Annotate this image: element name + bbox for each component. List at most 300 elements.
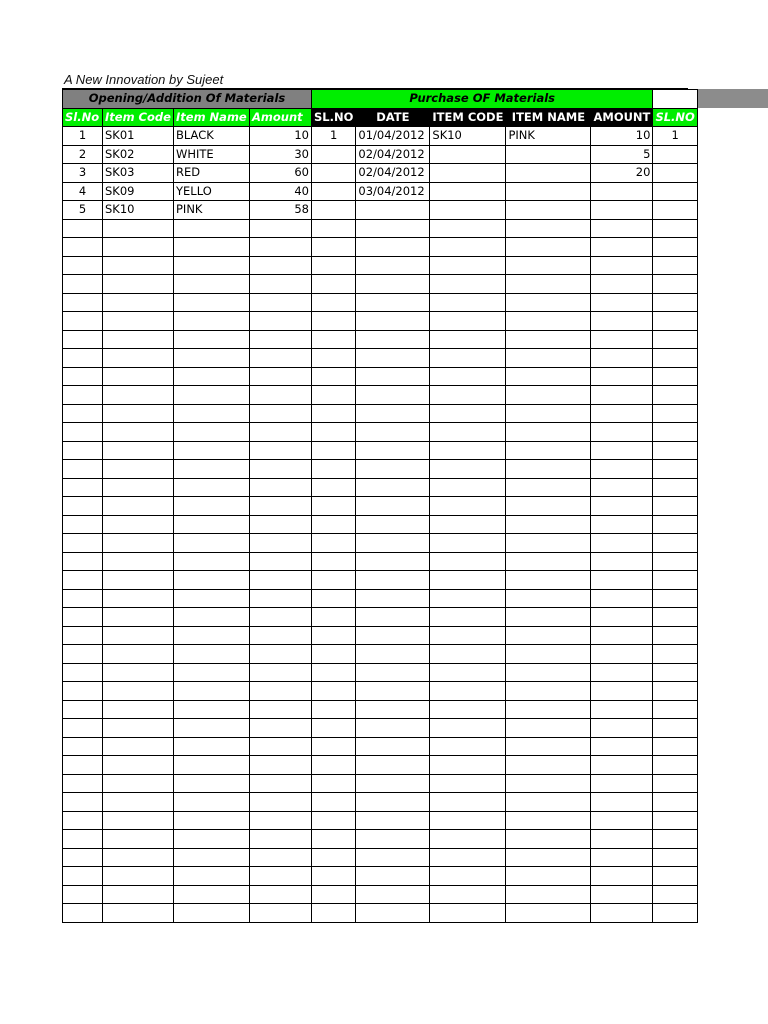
cell-purchase-item-code[interactable] [430,756,506,775]
cell-purchase-item-code[interactable] [430,682,506,701]
cell-opening-slno[interactable] [63,589,103,608]
cell-opening-amount[interactable] [250,349,312,368]
cell-purchase-amount[interactable] [591,774,653,793]
cell-opening-item-name[interactable] [174,737,250,756]
cell-purchase-item-code[interactable] [430,515,506,534]
cell-purchase-date[interactable] [356,645,430,664]
cell-opening-amount[interactable] [250,848,312,867]
cell-opening-item-code[interactable] [103,830,174,849]
cell-purchase-item-code[interactable] [430,460,506,479]
cell-opening-slno[interactable] [63,293,103,312]
cell-purchase-amount[interactable] [591,737,653,756]
cell-opening-amount[interactable] [250,867,312,886]
cell-opening-slno[interactable] [63,830,103,849]
cell-extra-slno[interactable] [653,626,697,645]
cell-opening-amount[interactable] [250,700,312,719]
cell-opening-slno[interactable] [63,663,103,682]
col-purchase-slno[interactable]: SL.NO [312,108,356,127]
cell-opening-amount[interactable] [250,478,312,497]
cell-purchase-amount[interactable] [591,478,653,497]
cell-purchase-slno[interactable] [312,663,356,682]
cell-purchase-item-name[interactable] [506,719,591,738]
cell-extra-slno[interactable] [653,515,697,534]
cell-purchase-amount[interactable] [591,515,653,534]
cell-opening-amount[interactable] [250,830,312,849]
cell-opening-item-name[interactable] [174,460,250,479]
cell-opening-item-code[interactable] [103,811,174,830]
cell-opening-slno[interactable] [63,848,103,867]
cell-purchase-slno[interactable] [312,182,356,201]
cell-extra-slno[interactable] [653,756,697,775]
cell-purchase-amount[interactable] [591,885,653,904]
cell-opening-amount[interactable] [250,756,312,775]
cell-purchase-item-name[interactable] [506,238,591,257]
cell-opening-item-code[interactable] [103,293,174,312]
cell-opening-slno[interactable] [63,367,103,386]
cell-opening-slno[interactable] [63,478,103,497]
cell-purchase-item-code[interactable] [430,608,506,627]
cell-purchase-slno[interactable] [312,700,356,719]
cell-purchase-slno[interactable] [312,312,356,331]
cell-opening-slno[interactable]: 1 [63,127,103,146]
cell-purchase-date[interactable] [356,830,430,849]
cell-purchase-date[interactable] [356,201,430,220]
cell-opening-item-code[interactable] [103,256,174,275]
cell-extra-slno[interactable] [653,423,697,442]
cell-extra-slno[interactable] [653,182,697,201]
cell-purchase-date[interactable] [356,663,430,682]
cell-opening-slno[interactable] [63,793,103,812]
cell-purchase-slno[interactable] [312,145,356,164]
cell-opening-item-code[interactable] [103,571,174,590]
cell-opening-slno[interactable]: 5 [63,201,103,220]
cell-opening-amount[interactable] [250,552,312,571]
cell-purchase-amount[interactable] [591,275,653,294]
cell-opening-item-code[interactable] [103,867,174,886]
cell-purchase-item-name[interactable] [506,145,591,164]
cell-extra-slno[interactable]: 1 [653,127,697,146]
cell-purchase-date[interactable] [356,312,430,331]
cell-purchase-item-code[interactable] [430,700,506,719]
cell-purchase-slno[interactable] [312,737,356,756]
cell-extra-slno[interactable] [653,719,697,738]
cell-purchase-item-name[interactable] [506,312,591,331]
cell-purchase-item-code[interactable] [430,164,506,183]
cell-purchase-date[interactable] [356,367,430,386]
cell-extra-slno[interactable] [653,201,697,220]
cell-purchase-slno[interactable] [312,349,356,368]
cell-opening-item-name[interactable] [174,534,250,553]
cell-purchase-item-code[interactable] [430,275,506,294]
cell-opening-slno[interactable] [63,219,103,238]
cell-purchase-item-name[interactable] [506,219,591,238]
cell-purchase-date[interactable] [356,219,430,238]
cell-opening-slno[interactable] [63,885,103,904]
cell-purchase-slno[interactable] [312,164,356,183]
cell-purchase-amount[interactable] [591,497,653,516]
cell-purchase-item-code[interactable] [430,182,506,201]
cell-opening-item-name[interactable] [174,497,250,516]
cell-purchase-amount[interactable] [591,552,653,571]
cell-purchase-date[interactable] [356,441,430,460]
cell-purchase-item-name[interactable] [506,497,591,516]
cell-opening-amount[interactable] [250,386,312,405]
cell-extra-slno[interactable] [653,219,697,238]
cell-opening-item-code[interactable] [103,423,174,442]
cell-purchase-item-code[interactable] [430,885,506,904]
cell-opening-amount[interactable] [250,904,312,923]
col-purchase-date[interactable]: DATE [356,108,430,127]
cell-opening-amount[interactable] [250,793,312,812]
cell-opening-slno[interactable] [63,571,103,590]
cell-purchase-amount[interactable] [591,367,653,386]
cell-purchase-amount[interactable] [591,238,653,257]
cell-purchase-item-name[interactable] [506,515,591,534]
cell-purchase-slno[interactable] [312,867,356,886]
cell-opening-amount[interactable] [250,460,312,479]
cell-purchase-slno[interactable] [312,256,356,275]
cell-opening-item-code[interactable] [103,349,174,368]
cell-opening-item-code[interactable] [103,774,174,793]
cell-purchase-date[interactable] [356,275,430,294]
cell-purchase-item-code[interactable] [430,238,506,257]
cell-purchase-amount[interactable] [591,349,653,368]
cell-opening-item-name[interactable] [174,885,250,904]
cell-purchase-item-name[interactable] [506,756,591,775]
cell-purchase-item-name[interactable] [506,441,591,460]
purchase-section-header[interactable]: Purchase OF Materials [312,90,653,109]
cell-extra-slno[interactable] [653,830,697,849]
cell-purchase-amount[interactable] [591,626,653,645]
cell-opening-item-code[interactable] [103,515,174,534]
cell-purchase-item-code[interactable] [430,478,506,497]
cell-purchase-date[interactable] [356,867,430,886]
cell-purchase-date[interactable] [356,774,430,793]
cell-purchase-item-name[interactable] [506,164,591,183]
cell-purchase-amount[interactable] [591,386,653,405]
cell-opening-item-name[interactable] [174,330,250,349]
cell-purchase-slno[interactable] [312,367,356,386]
cell-opening-item-name[interactable] [174,571,250,590]
cell-purchase-amount[interactable] [591,182,653,201]
cell-purchase-slno[interactable] [312,904,356,923]
cell-extra-slno[interactable] [653,145,697,164]
cell-purchase-slno[interactable] [312,201,356,220]
cell-opening-item-code[interactable] [103,700,174,719]
cell-opening-slno[interactable] [63,349,103,368]
cell-purchase-date[interactable] [356,256,430,275]
cell-opening-item-name[interactable]: YELLO [174,182,250,201]
cell-extra-slno[interactable] [653,312,697,331]
cell-purchase-slno[interactable] [312,497,356,516]
cell-purchase-item-name[interactable] [506,848,591,867]
cell-purchase-item-name[interactable] [506,293,591,312]
cell-purchase-item-name[interactable] [506,386,591,405]
cell-purchase-amount[interactable] [591,793,653,812]
cell-extra-slno[interactable] [653,645,697,664]
cell-opening-item-code[interactable] [103,404,174,423]
cell-extra-slno[interactable] [653,330,697,349]
cell-purchase-date[interactable] [356,423,430,442]
cell-purchase-item-name[interactable] [506,256,591,275]
cell-opening-item-code[interactable] [103,626,174,645]
cell-purchase-amount[interactable] [591,700,653,719]
cell-extra-slno[interactable] [653,275,697,294]
cell-purchase-item-name[interactable] [506,201,591,220]
cell-purchase-amount[interactable] [591,201,653,220]
cell-purchase-item-code[interactable] [430,904,506,923]
cell-purchase-amount[interactable] [591,904,653,923]
cell-opening-amount[interactable] [250,885,312,904]
cell-opening-item-code[interactable] [103,645,174,664]
cell-purchase-date[interactable] [356,552,430,571]
cell-extra-slno[interactable] [653,811,697,830]
cell-opening-item-code[interactable] [103,793,174,812]
cell-purchase-item-code[interactable] [430,626,506,645]
cell-purchase-amount[interactable] [591,663,653,682]
cell-purchase-item-code[interactable] [430,552,506,571]
cell-opening-slno[interactable] [63,626,103,645]
cell-opening-amount[interactable] [250,515,312,534]
cell-opening-item-code[interactable] [103,848,174,867]
cell-opening-item-name[interactable] [174,774,250,793]
cell-purchase-item-name[interactable]: PINK [506,127,591,146]
cell-purchase-item-name[interactable] [506,682,591,701]
cell-opening-slno[interactable] [63,700,103,719]
cell-purchase-date[interactable] [356,737,430,756]
extra-section-header[interactable] [653,90,697,109]
col-opening-slno[interactable]: Sl.No [63,108,103,127]
cell-purchase-amount[interactable] [591,848,653,867]
cell-purchase-date[interactable] [356,238,430,257]
cell-purchase-amount[interactable] [591,423,653,442]
cell-purchase-slno[interactable] [312,793,356,812]
cell-purchase-item-name[interactable] [506,663,591,682]
cell-purchase-item-code[interactable] [430,719,506,738]
cell-extra-slno[interactable] [653,367,697,386]
cell-purchase-slno[interactable] [312,478,356,497]
cell-purchase-amount[interactable] [591,571,653,590]
cell-opening-item-name[interactable]: PINK [174,201,250,220]
cell-purchase-slno[interactable] [312,682,356,701]
cell-extra-slno[interactable] [653,700,697,719]
cell-opening-slno[interactable] [63,386,103,405]
cell-opening-slno[interactable] [63,867,103,886]
cell-purchase-date[interactable] [356,460,430,479]
cell-opening-amount[interactable]: 58 [250,201,312,220]
col-purchase-amount[interactable]: AMOUNT [591,108,653,127]
cell-opening-slno[interactable] [63,682,103,701]
cell-opening-slno[interactable] [63,534,103,553]
cell-purchase-item-code[interactable] [430,589,506,608]
cell-opening-item-code[interactable] [103,367,174,386]
cell-extra-slno[interactable] [653,256,697,275]
cell-opening-item-name[interactable] [174,478,250,497]
cell-extra-slno[interactable] [653,386,697,405]
cell-extra-slno[interactable] [653,663,697,682]
cell-opening-item-code[interactable] [103,312,174,331]
cell-purchase-slno[interactable] [312,293,356,312]
cell-opening-slno[interactable]: 2 [63,145,103,164]
cell-opening-item-name[interactable] [174,848,250,867]
cell-opening-item-name[interactable] [174,312,250,331]
cell-purchase-slno[interactable] [312,848,356,867]
cell-purchase-item-code[interactable] [430,441,506,460]
cell-opening-item-name[interactable] [174,404,250,423]
cell-opening-slno[interactable] [63,737,103,756]
cell-purchase-amount[interactable] [591,645,653,664]
cell-opening-slno[interactable] [63,423,103,442]
cell-purchase-slno[interactable] [312,515,356,534]
cell-opening-item-code[interactable] [103,756,174,775]
cell-opening-amount[interactable] [250,497,312,516]
cell-purchase-date[interactable] [356,515,430,534]
cell-purchase-amount[interactable] [591,608,653,627]
cell-opening-amount[interactable] [250,256,312,275]
cell-purchase-slno[interactable] [312,626,356,645]
cell-opening-slno[interactable] [63,904,103,923]
cell-extra-slno[interactable] [653,349,697,368]
cell-opening-item-name[interactable]: RED [174,164,250,183]
cell-purchase-date[interactable] [356,904,430,923]
cell-purchase-item-code[interactable] [430,534,506,553]
cell-opening-slno[interactable] [63,774,103,793]
cell-opening-slno[interactable] [63,404,103,423]
cell-opening-item-code[interactable]: SK01 [103,127,174,146]
cell-purchase-date[interactable] [356,330,430,349]
cell-purchase-slno[interactable] [312,330,356,349]
cell-opening-item-code[interactable] [103,238,174,257]
cell-purchase-item-name[interactable] [506,867,591,886]
cell-purchase-item-code[interactable] [430,256,506,275]
cell-purchase-slno[interactable]: 1 [312,127,356,146]
cell-opening-item-name[interactable] [174,293,250,312]
cell-opening-slno[interactable] [63,238,103,257]
cell-purchase-item-name[interactable] [506,811,591,830]
cell-opening-amount[interactable] [250,626,312,645]
cell-purchase-item-name[interactable] [506,182,591,201]
cell-opening-item-code[interactable] [103,682,174,701]
cell-opening-item-name[interactable] [174,367,250,386]
cell-purchase-item-code[interactable] [430,312,506,331]
cell-opening-item-code[interactable] [103,478,174,497]
opening-section-header[interactable]: Opening/Addition Of Materials [63,90,312,109]
cell-purchase-slno[interactable] [312,275,356,294]
cell-purchase-item-name[interactable] [506,552,591,571]
cell-opening-amount[interactable] [250,719,312,738]
cell-extra-slno[interactable] [653,552,697,571]
cell-extra-slno[interactable] [653,478,697,497]
cell-purchase-item-name[interactable] [506,645,591,664]
cell-purchase-item-code[interactable] [430,293,506,312]
cell-opening-slno[interactable] [63,608,103,627]
cell-opening-item-name[interactable] [174,256,250,275]
cell-opening-amount[interactable]: 40 [250,182,312,201]
cell-purchase-date[interactable] [356,293,430,312]
cell-opening-item-code[interactable] [103,608,174,627]
cell-extra-slno[interactable] [653,867,697,886]
cell-opening-item-code[interactable] [103,552,174,571]
col-purchase-item-code[interactable]: ITEM CODE [430,108,506,127]
cell-purchase-item-code[interactable] [430,663,506,682]
cell-purchase-amount[interactable]: 5 [591,145,653,164]
cell-purchase-slno[interactable] [312,811,356,830]
cell-opening-item-name[interactable] [174,756,250,775]
cell-extra-slno[interactable] [653,571,697,590]
cell-opening-amount[interactable] [250,275,312,294]
cell-purchase-date[interactable] [356,719,430,738]
cell-extra-slno[interactable] [653,164,697,183]
cell-opening-slno[interactable] [63,719,103,738]
cell-opening-amount[interactable]: 60 [250,164,312,183]
cell-purchase-amount[interactable] [591,811,653,830]
cell-opening-item-code[interactable]: SK02 [103,145,174,164]
cell-opening-amount[interactable] [250,330,312,349]
cell-purchase-item-code[interactable] [430,830,506,849]
cell-opening-amount[interactable] [250,238,312,257]
col-opening-item-name[interactable]: Item Name [174,108,250,127]
col-purchase-item-name[interactable]: ITEM NAME [506,108,591,127]
cell-purchase-amount[interactable] [591,256,653,275]
cell-purchase-item-name[interactable] [506,830,591,849]
cell-purchase-date[interactable] [356,700,430,719]
cell-opening-item-name[interactable] [174,867,250,886]
cell-opening-item-code[interactable] [103,534,174,553]
cell-opening-amount[interactable] [250,423,312,442]
cell-purchase-item-code[interactable] [430,774,506,793]
cell-opening-slno[interactable] [63,460,103,479]
cell-purchase-amount[interactable] [591,293,653,312]
cell-purchase-amount[interactable] [591,682,653,701]
cell-purchase-slno[interactable] [312,219,356,238]
col-extra-slno[interactable]: SL.NO [653,108,697,127]
cell-purchase-slno[interactable] [312,589,356,608]
cell-opening-item-name[interactable] [174,830,250,849]
cell-purchase-item-code[interactable]: SK10 [430,127,506,146]
cell-extra-slno[interactable] [653,793,697,812]
cell-purchase-item-name[interactable] [506,330,591,349]
cell-opening-item-name[interactable] [174,423,250,442]
cell-purchase-amount[interactable] [591,719,653,738]
cell-extra-slno[interactable] [653,441,697,460]
cell-purchase-item-code[interactable] [430,423,506,442]
cell-purchase-date[interactable] [356,848,430,867]
cell-opening-slno[interactable] [63,645,103,664]
cell-purchase-date[interactable] [356,756,430,775]
cell-purchase-item-code[interactable] [430,793,506,812]
cell-purchase-date[interactable] [356,349,430,368]
cell-purchase-item-name[interactable] [506,367,591,386]
cell-opening-item-code[interactable] [103,904,174,923]
cell-opening-item-name[interactable] [174,682,250,701]
cell-purchase-item-name[interactable] [506,737,591,756]
cell-purchase-slno[interactable] [312,460,356,479]
cell-purchase-amount[interactable] [591,460,653,479]
cell-opening-amount[interactable] [250,219,312,238]
cell-purchase-slno[interactable] [312,645,356,664]
cell-opening-slno[interactable] [63,312,103,331]
cell-purchase-item-code[interactable] [430,737,506,756]
cell-purchase-item-code[interactable] [430,645,506,664]
cell-purchase-amount[interactable] [591,441,653,460]
cell-opening-amount[interactable] [250,682,312,701]
cell-purchase-date[interactable] [356,589,430,608]
cell-opening-amount[interactable] [250,441,312,460]
cell-purchase-item-name[interactable] [506,774,591,793]
cell-opening-item-code[interactable] [103,885,174,904]
cell-purchase-item-name[interactable] [506,589,591,608]
cell-purchase-item-name[interactable] [506,626,591,645]
